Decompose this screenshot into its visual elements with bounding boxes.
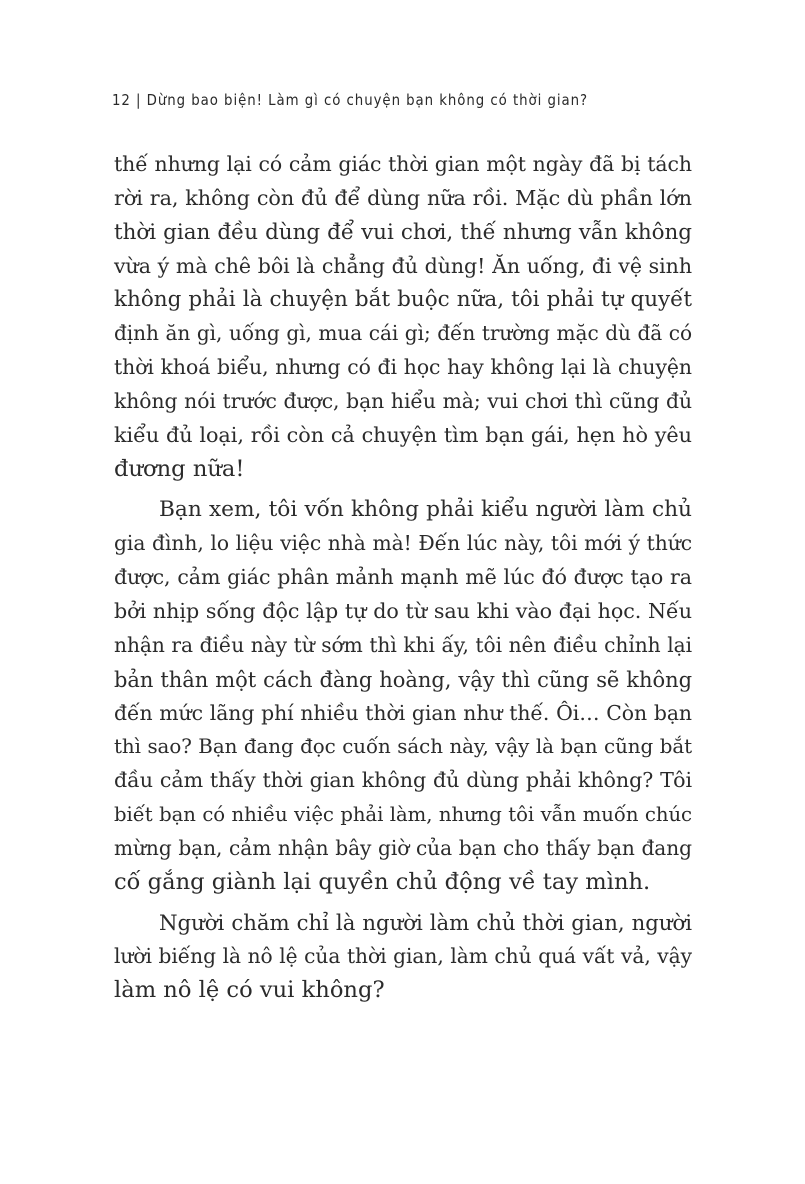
text-line: cố gắng giành lại quyền chủ động về tay mình. xyxy=(114,868,651,895)
paragraph-1 xyxy=(114,148,692,486)
text-line: được, cảm giác phân mảnh mạnh mẽ lúc đó được tạo ra xyxy=(114,565,692,590)
text-line: lười biếng là nô lệ của thời gian, làm chủ quá vất vả, vậy xyxy=(114,944,692,969)
text-line: thời gian đều dùng để vui chơi, thế nhưng vẫn không xyxy=(114,219,692,245)
text-line: thời khoá biểu, nhưng có đi học hay không lại là chuyện xyxy=(114,355,692,380)
text-line: đến mức lãng phí nhiều thời gian như thế. Ôi… Còn bạn xyxy=(114,700,692,725)
text-line: gia đình, lo liệu việc nhà mà! Đến lúc này, tôi mới ý thức xyxy=(114,531,692,556)
text-line: bản thân một cách đàng hoàng, vậy thì cũng sẽ không xyxy=(114,666,692,692)
text-line: nhận ra điều này từ sớm thì khi ấy, tôi nên điều chỉnh lại xyxy=(114,632,692,657)
text-line: Bạn xem, tôi vốn không phải kiểu người làm chủ xyxy=(159,497,692,523)
text-line: đương nữa! xyxy=(114,455,245,482)
text-line: biết bạn có nhiều việc phải làm, nhưng tôi vẫn muốn chúc xyxy=(114,803,692,827)
text-line: kiểu đủ loại, rồi còn cả chuyện tìm bạn gái, hẹn hò yêu xyxy=(114,422,692,447)
running-head: 12 | Dừng bao biện! Làm gì có chuyện bạn không có thời gian? xyxy=(112,91,589,109)
paragraph-2 xyxy=(114,493,692,899)
paragraph-3 xyxy=(114,907,692,1009)
text-line: làm nô lệ có vui không? xyxy=(114,977,385,1004)
body-text xyxy=(114,148,692,1008)
text-line: không phải là chuyện bắt buộc nữa, tôi phải tự quyết xyxy=(114,287,692,313)
text-line: không nói trước được, bạn hiểu mà; vui chơi thì cũng đủ xyxy=(114,388,692,413)
text-line: thì sao? Bạn đang đọc cuốn sách này, vậy là bạn cũng bắt xyxy=(114,735,692,759)
text-line: thế nhưng lại có cảm giác thời gian một ngày đã bị tách xyxy=(114,152,692,176)
text-line: Người chăm chỉ là người làm chủ thời gian, người xyxy=(159,910,692,936)
text-line: bởi nhịp sống độc lập tự do từ sau khi vào đại học. Nếu xyxy=(114,598,692,623)
text-line: định ăn gì, uống gì, mua cái gì; đến trường mặc dù đã có xyxy=(114,321,692,346)
text-line: rời ra, không còn đủ để dùng nữa rồi. Mặc dù phần lớn xyxy=(114,185,692,210)
text-line: đầu cảm thấy thời gian không đủ dùng phải không? Tôi xyxy=(114,768,692,793)
text-line: vừa ý mà chê bôi là chẳng đủ dùng! Ăn uống, đi vệ sinh xyxy=(114,253,692,278)
text-line: mừng bạn, cảm nhận bây giờ của bạn cho thấy bạn đang xyxy=(114,835,692,860)
